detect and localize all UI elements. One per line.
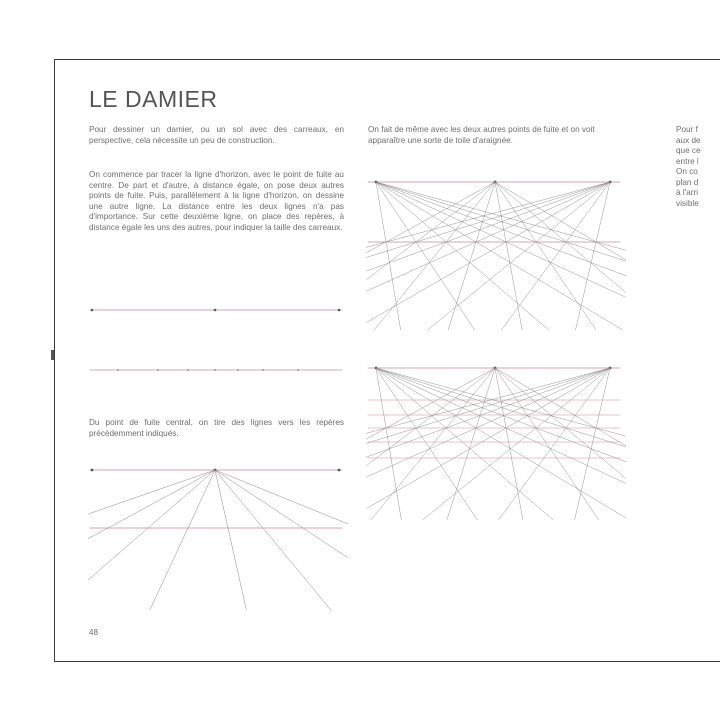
perspective-line [575,182,610,330]
vanishing-point-left [91,309,94,312]
cropped-line: entre l [676,156,699,166]
perspective-line [366,182,495,330]
perspective-line [501,182,610,330]
perspective-line [376,368,626,520]
perspective-line [423,368,610,520]
paragraph-other-vanishing-points: On fait de même avec les deux autres points de fuite et on voit apparaître une sorte de toile d'araignée. [368,125,595,145]
cropped-line: plan d [676,177,699,187]
paragraph-central-lines: Du point de fuite central, on tire des lignes vers les repères précédemment indiqués. [89,418,344,438]
figure-spider-web [366,170,626,340]
figure-horizon-line [88,300,348,320]
perspective-line [376,182,549,330]
fan-line [88,470,215,610]
repere-mark [157,369,159,371]
perspective-line [376,368,626,520]
vanishing-point-center [214,309,217,312]
figure-full-grid [366,360,626,530]
cropped-line: que ce [676,146,701,155]
paragraph-horizon: On commence par tracer la ligne d'horizon, avec le point de fuite au centre. De part et d'autre, à distance égale, on pose deux autres points de fuite. Puis, parallèlement à la ligne d'horizon, on dessine une autre ligne. La distance entre les deux lignes n'a pas d'importance. Sur cette deuxième ligne, on place des repères, à distance égale les uns des autres, pour indiquer la taille des carreaux. [89,170,344,232]
repere-mark [214,369,216,371]
cropped-line: aux de [676,135,701,145]
repere-mark [297,369,299,371]
perspective-line [376,182,623,330]
perspective-line [376,368,477,520]
perspective-line [447,368,495,520]
repere-mark [187,369,189,371]
perspective-line [376,182,626,330]
fan-line [215,470,246,610]
perspective-line [495,182,596,330]
perspective-line [376,368,626,520]
perspective-line [376,182,475,330]
fan-line [88,470,215,610]
fan-line [215,470,331,610]
perspective-line [376,182,626,330]
cropped-line: visible [676,198,699,208]
cropped-line: à l'arri [676,188,699,197]
cropped-line: On co [676,167,698,176]
perspective-line [366,368,495,520]
fan-line [215,470,348,610]
perspective-line [495,368,626,520]
repere-mark [237,369,239,371]
perspective-line [575,368,610,520]
perspective-line [366,368,495,520]
cropped-line: Pour f [676,125,698,134]
perspective-line [495,368,523,520]
perspective-line [376,368,626,520]
fan-line [88,470,215,610]
perspective-line [495,368,626,520]
perspective-line [376,368,401,520]
perspective-line [499,368,610,520]
perspective-line [495,368,599,520]
repere-mark [262,369,264,371]
binding-edge-mark [51,350,54,360]
perspective-line [371,368,495,520]
fan-line [215,470,348,610]
perspective-line [376,182,626,330]
perspective-line [376,182,401,330]
vanishing-point-right [338,309,341,312]
paragraph-cropped-column [676,125,720,209]
fan-line [150,470,215,610]
perspective-line [376,182,626,330]
perspective-line [366,182,495,330]
repere-mark [117,369,119,371]
page-title: LE DAMIER [89,86,218,112]
vanishing-point-right [338,469,341,472]
figure-marks-line [88,360,348,380]
vanishing-point-left [91,469,94,472]
paragraph-intro: Pour dessiner un damier, ou un sol avec des carreaux, en perspective, cela nécessite un peu de construction. [89,125,344,145]
figure-central-fan [88,460,348,620]
page-number: 48 [89,628,98,637]
perspective-line [376,368,626,520]
